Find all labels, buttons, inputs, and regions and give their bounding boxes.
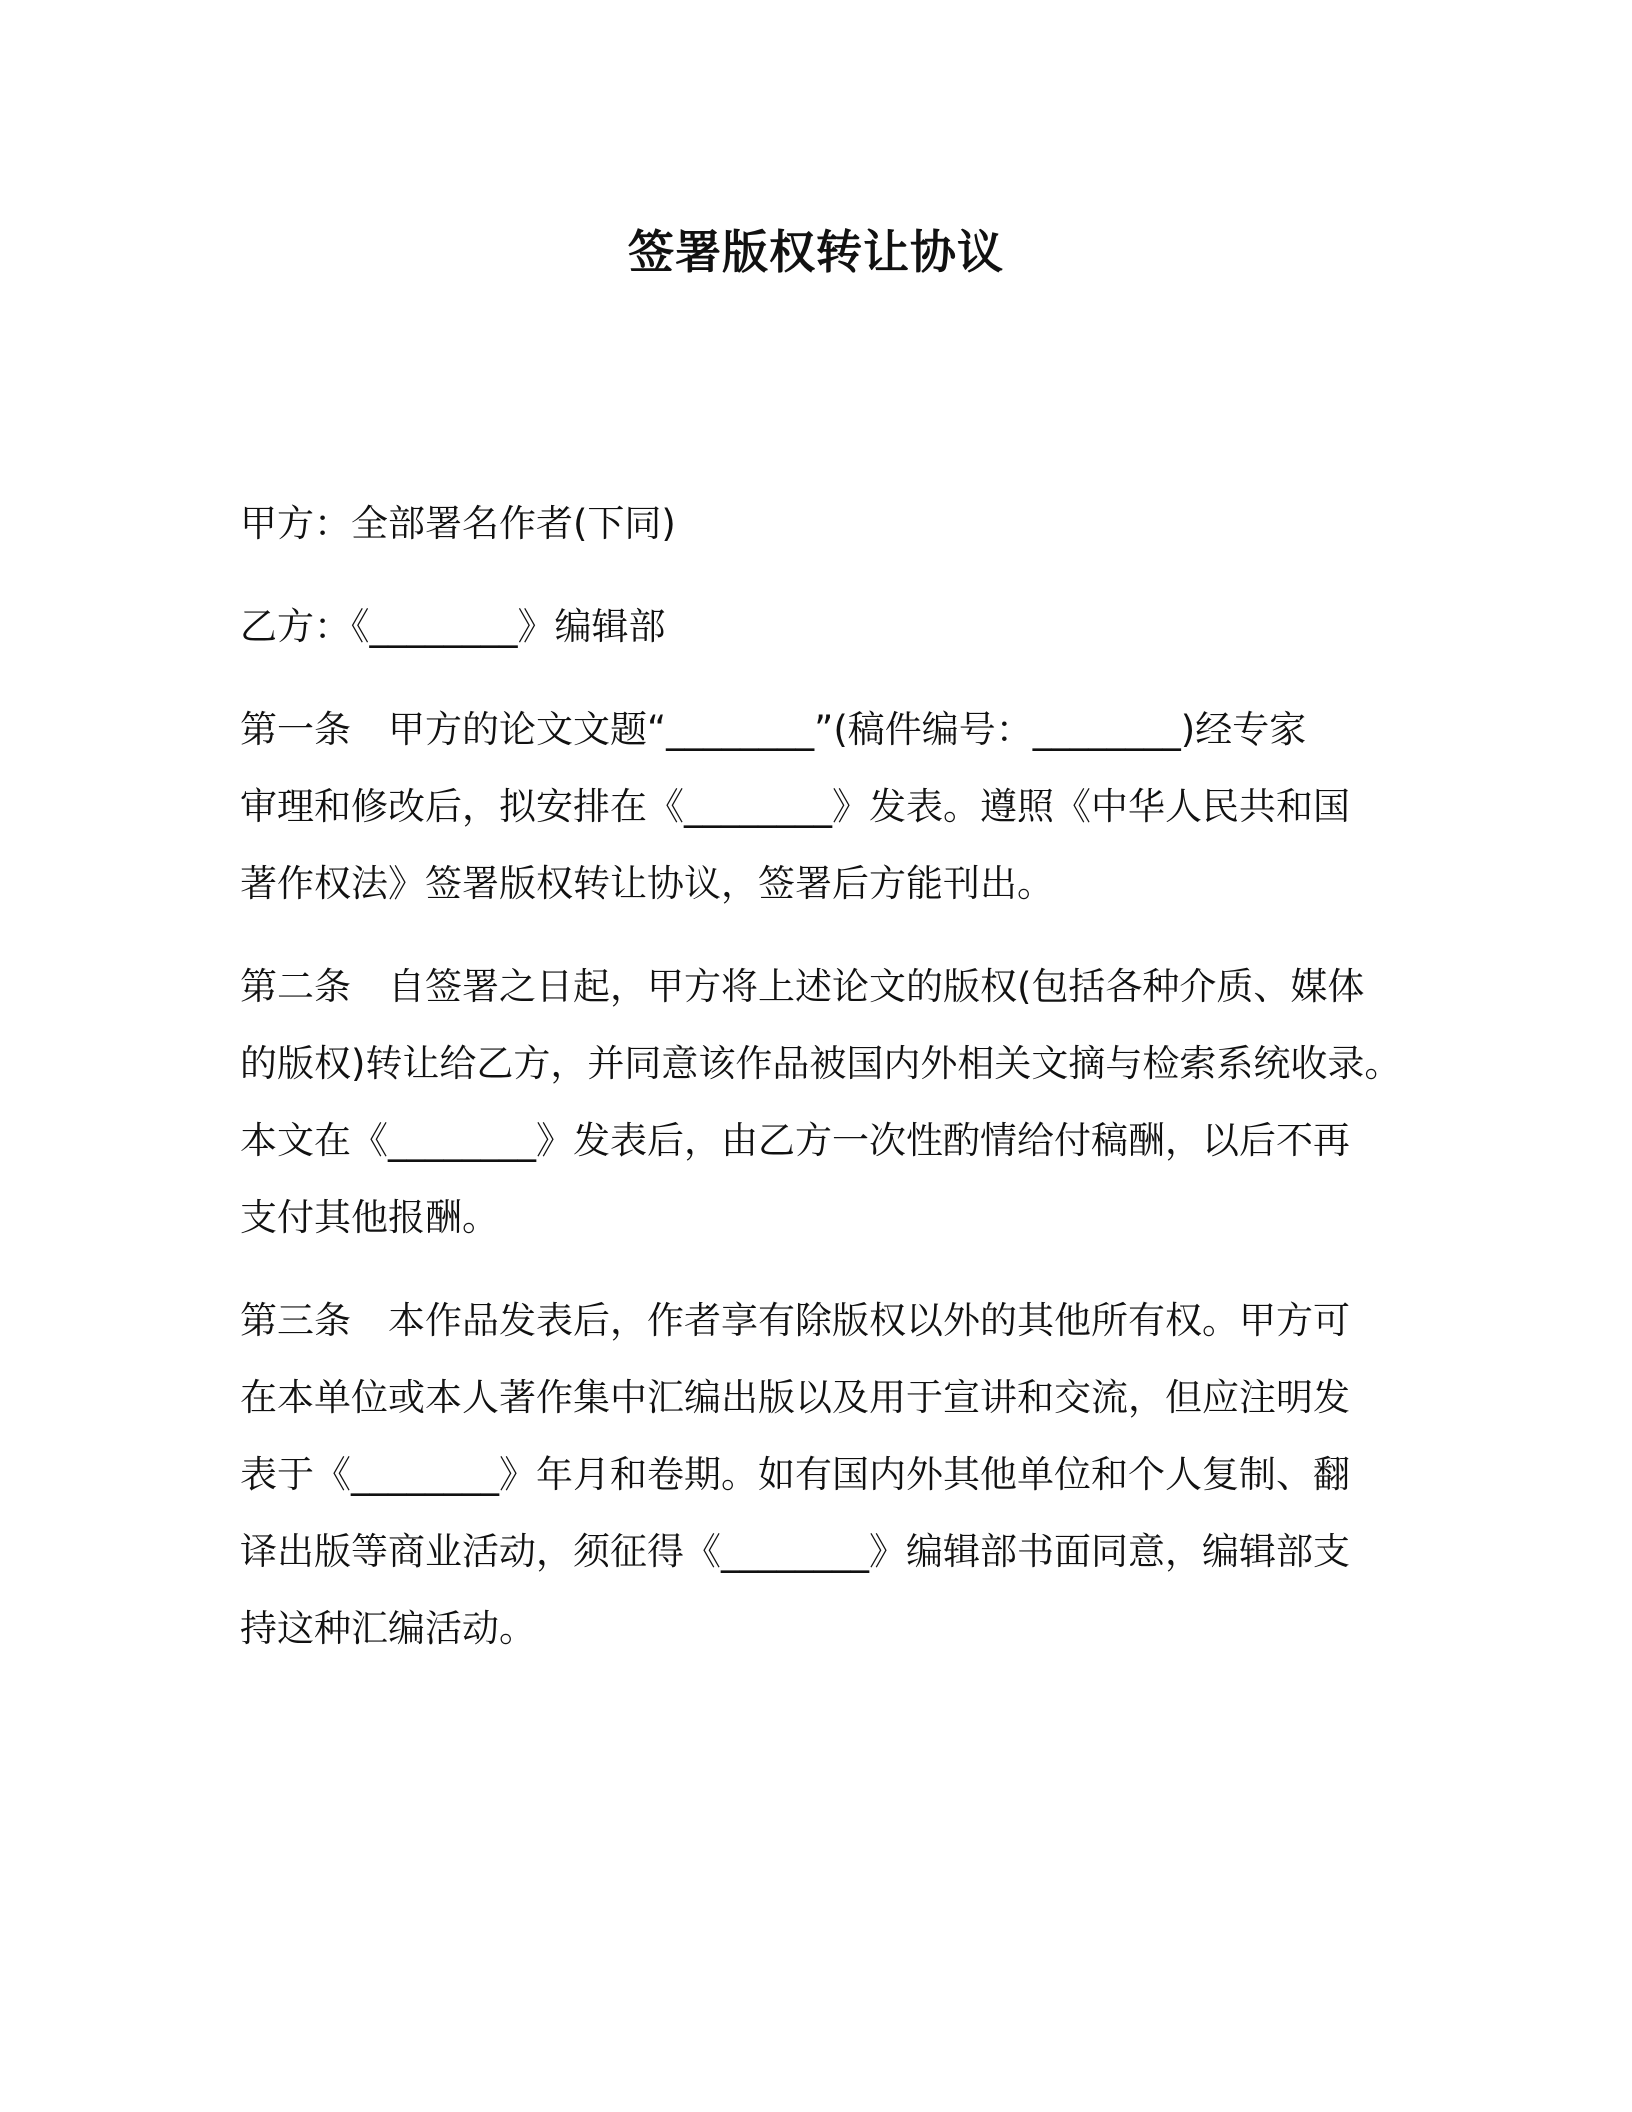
article-line: 著作权法》签署版权转让协议，签署后方能刊出。 [240, 862, 1054, 905]
article-line: 审理和修改后，拟安排在《________》发表。遵照《中华人民共和国 [240, 785, 1350, 828]
article-line: 第一条 甲方的论文文题“________”(稿件编号：________)经专家 [240, 708, 1307, 751]
article-line: 第三条 本作品发表后，作者享有除版权以外的其他所有权。甲方可 [240, 1299, 1350, 1342]
article-line: 持这种汇编活动。 [240, 1607, 536, 1650]
article-line: 第二条 自签署之日起，甲方将上述论文的版权(包括各种介质、媒体 [240, 965, 1365, 1008]
article-line: 支付其他报酬。 [240, 1196, 499, 1239]
party-a-line: 甲方：全部署名作者(下同) [240, 502, 676, 545]
article-line: 在本单位或本人著作集中汇编出版以及用于宣讲和交流，但应注明发 [240, 1376, 1350, 1419]
article-line: 译出版等商业活动，须征得《________》编辑部书面同意，编辑部支 [240, 1530, 1350, 1573]
party-b-line: 乙方：《________》编辑部 [240, 605, 666, 648]
article-line: 的版权)转让给乙方，并同意该作品被国内外相关文摘与检索系统收录。 [240, 1042, 1402, 1085]
article-line: 表于《________》年月和卷期。如有国内外其他单位和个人复制、翻 [240, 1453, 1350, 1496]
document-title: 签署版权转让协议 [628, 225, 1004, 279]
article-line: 本文在《________》发表后，由乙方一次性酌情给付稿酬，以后不再 [240, 1119, 1350, 1162]
